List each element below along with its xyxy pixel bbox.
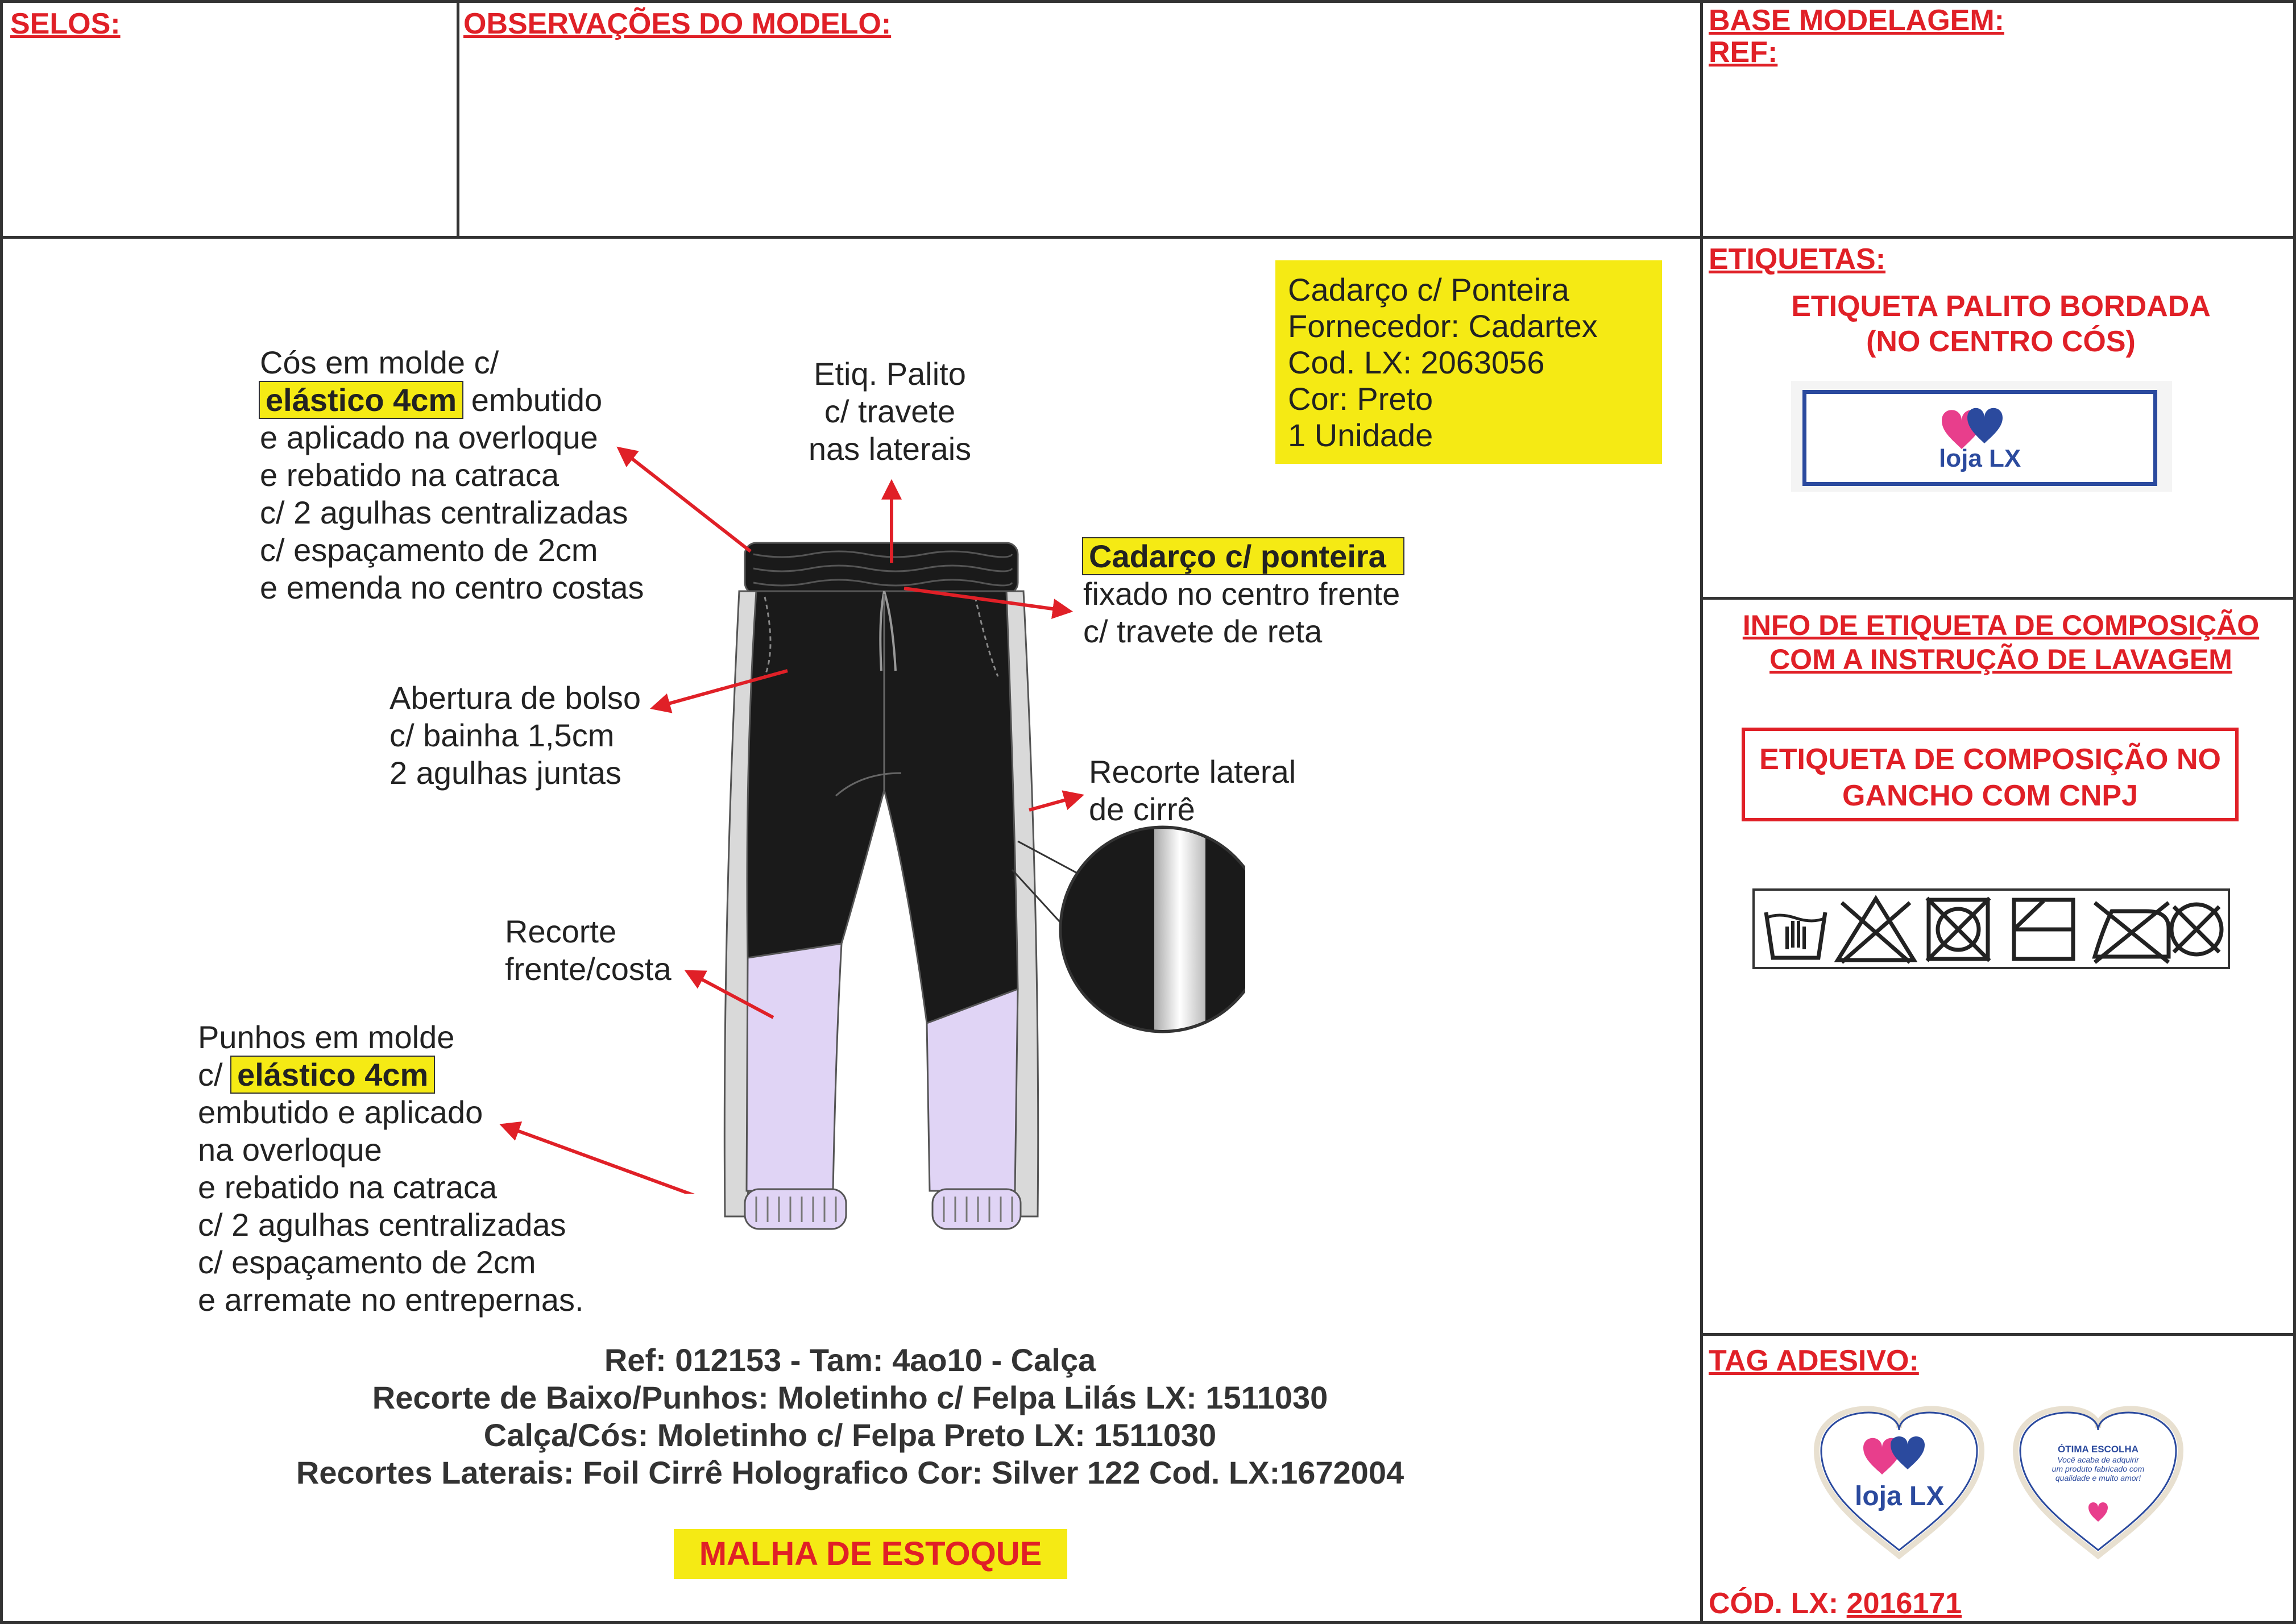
note-cos-line3: e aplicado na overloque — [260, 420, 598, 455]
hand-wash-icon — [1762, 895, 1830, 963]
supplier-line-2: Fornecedor: Cadartex — [1288, 308, 1598, 344]
note-bolso-line2: c/ bainha 1,5cm — [389, 717, 615, 753]
composicao-line1: ETIQUETA DE COMPOSIÇÃO NO — [1759, 743, 2221, 776]
arrow-cadarco — [904, 588, 1069, 611]
note-frente — [505, 913, 672, 988]
note-punhos-pre: c/ — [198, 1057, 232, 1093]
note-frente-line2: frente/costa — [505, 951, 672, 987]
spec-line-3: Calça/Cós: Moletinho c/ Felpa Preto LX: 1511030 — [483, 1417, 1217, 1453]
divider-right-panel — [1700, 0, 1703, 1624]
supplier-line-5: 1 Unidade — [1288, 417, 1433, 453]
spec-line-2: Recorte de Baixo/Punhos: Moletinho c/ Felpa Lilás LX: 1511030 — [372, 1380, 1328, 1415]
note-etiq — [796, 355, 984, 468]
note-cos-line6: c/ espaçamento de 2cm — [260, 532, 598, 568]
note-cos-line7: e emenda no centro costas — [260, 570, 644, 605]
cod-lx — [1709, 1589, 1962, 1618]
divider-etiquetas — [1700, 597, 2296, 600]
note-punhos-line5: e rebatido na catraca — [198, 1169, 498, 1205]
note-lateral — [1089, 753, 1296, 828]
divider-selos — [457, 0, 459, 238]
note-cadarco-highlight: Cadarço c/ ponteira — [1083, 538, 1403, 574]
note-punhos-line7: c/ espaçamento de 2cm — [198, 1244, 536, 1280]
supplier-line-1: Cadarço c/ Ponteira — [1288, 272, 1569, 308]
info-line1: INFO DE ETIQUETA DE COMPOSIÇÃO — [1742, 609, 2260, 641]
tag-back-text — [2036, 1444, 2161, 1482]
woven-label — [1791, 381, 2172, 492]
care-symbols — [1752, 888, 2230, 969]
note-cos-line4: e rebatido na catraca — [260, 457, 560, 493]
heart-tag-front — [1805, 1394, 1993, 1564]
note-cadarco-line1 — [1083, 538, 1403, 575]
woven-label-logo-text: loja LX — [1939, 445, 2021, 472]
note-punhos-line2 — [198, 1056, 584, 1094]
note-bolso-line1: Abertura de bolso — [389, 680, 641, 716]
note-bolso-line3: 2 agulhas juntas — [389, 755, 621, 791]
no-dry-clean-icon — [2165, 895, 2228, 963]
right-cuff — [933, 1189, 1021, 1229]
tag-back-title: ÓTIMA ESCOLHA — [2058, 1444, 2138, 1455]
supplier-box — [1275, 260, 1662, 464]
note-punhos-line3: embutido e aplicado — [198, 1094, 483, 1130]
note-cos-line2 — [260, 381, 644, 419]
supplier-line-4: Cor: Preto — [1288, 381, 1433, 417]
note-punhos-line4: na overloque — [198, 1132, 382, 1168]
etiquetas-label: ETIQUETAS: — [1709, 243, 1886, 276]
note-cadarco — [1083, 538, 1403, 650]
etiqueta-palito-line2: (NO CENTRO CÓS) — [1866, 325, 2136, 358]
left-cuff — [745, 1189, 846, 1229]
note-lateral-line2: de cirrê — [1089, 791, 1195, 827]
note-frente-line1: Recorte — [505, 913, 617, 949]
line-dry-shade-icon — [2009, 895, 2078, 963]
selos-label: SELOS: — [10, 7, 121, 40]
note-lateral-line1: Recorte lateral — [1089, 754, 1296, 790]
etiqueta-palito-text — [1706, 289, 2296, 359]
specs-block — [0, 1341, 1700, 1492]
no-tumble-dry-icon — [1924, 895, 1992, 963]
tag-back-line3: qualidade e muito amor! — [2055, 1473, 2141, 1482]
spec-line-1: Ref: 012153 - Tam: 4ao10 - Calça — [604, 1342, 1096, 1378]
base-modelagem-label: BASE MODELAGEM: — [1709, 4, 2004, 37]
cod-lx-label: CÓD. LX: — [1709, 1587, 1839, 1620]
note-punhos-highlight: elástico 4cm — [231, 1057, 434, 1093]
note-etiq-line3: nas laterais — [808, 431, 972, 467]
tag-front-logo-text: loja LX — [1855, 1481, 1945, 1511]
composicao-line2: GANCHO COM CNPJ — [1842, 779, 2138, 812]
divider-tag — [1700, 1333, 2296, 1336]
note-cos-after: embutido — [462, 382, 603, 418]
stock-label: MALHA DE ESTOQUE — [674, 1529, 1067, 1579]
etiqueta-palito-line1: ETIQUETA PALITO BORDADA — [1791, 290, 2211, 323]
supplier-line-3: Cod. LX: 2063056 — [1288, 344, 1545, 380]
note-punhos — [198, 1019, 584, 1319]
note-cos — [260, 344, 644, 607]
arrow-frente — [688, 972, 773, 1017]
arrow-bolso — [654, 671, 788, 708]
note-cos-line1: Cós em molde c/ — [260, 344, 499, 380]
composicao-box — [1742, 728, 2239, 821]
note-cos-highlight: elástico 4cm — [260, 382, 462, 418]
info-composicao-text — [1706, 608, 2296, 676]
tag-adesivo-label: TAG ADESIVO: — [1709, 1344, 1919, 1377]
note-cadarco-line3: c/ travete de reta — [1083, 613, 1323, 649]
no-iron-icon — [2089, 894, 2174, 965]
info-line2: COM A INSTRUÇÃO DE LAVAGEM — [1769, 643, 2232, 675]
note-punhos-line8: e arremate no entrepernas. — [198, 1282, 584, 1318]
ref-label: REF: — [1709, 36, 1778, 69]
tag-back-line2: um produto fabricado com — [2052, 1464, 2145, 1473]
note-etiq-line2: c/ travete — [824, 393, 956, 429]
tag-back-line1: Você acaba de adquirir — [2057, 1455, 2139, 1464]
note-cadarco-line2: fixado no centro frente — [1083, 576, 1400, 612]
note-punhos-line1: Punhos em molde — [198, 1019, 455, 1055]
note-cos-line5: c/ 2 agulhas centralizadas — [260, 495, 628, 530]
note-etiq-line1: Etiq. Palito — [814, 356, 966, 392]
divider-header — [0, 236, 2296, 239]
spec-line-4: Recortes Laterais: Foil Cirrê Holografico Cor: Silver 122 Cod. LX:1672004 — [296, 1455, 1404, 1490]
observacoes-label: OBSERVAÇÕES DO MODELO: — [463, 7, 892, 40]
note-punhos-line6: c/ 2 agulhas centralizadas — [198, 1207, 566, 1243]
arrow-lateral — [1029, 796, 1080, 810]
no-bleach-icon — [1833, 894, 1918, 965]
cod-lx-value: 2016171 — [1846, 1587, 1962, 1620]
note-bolso — [389, 679, 641, 792]
